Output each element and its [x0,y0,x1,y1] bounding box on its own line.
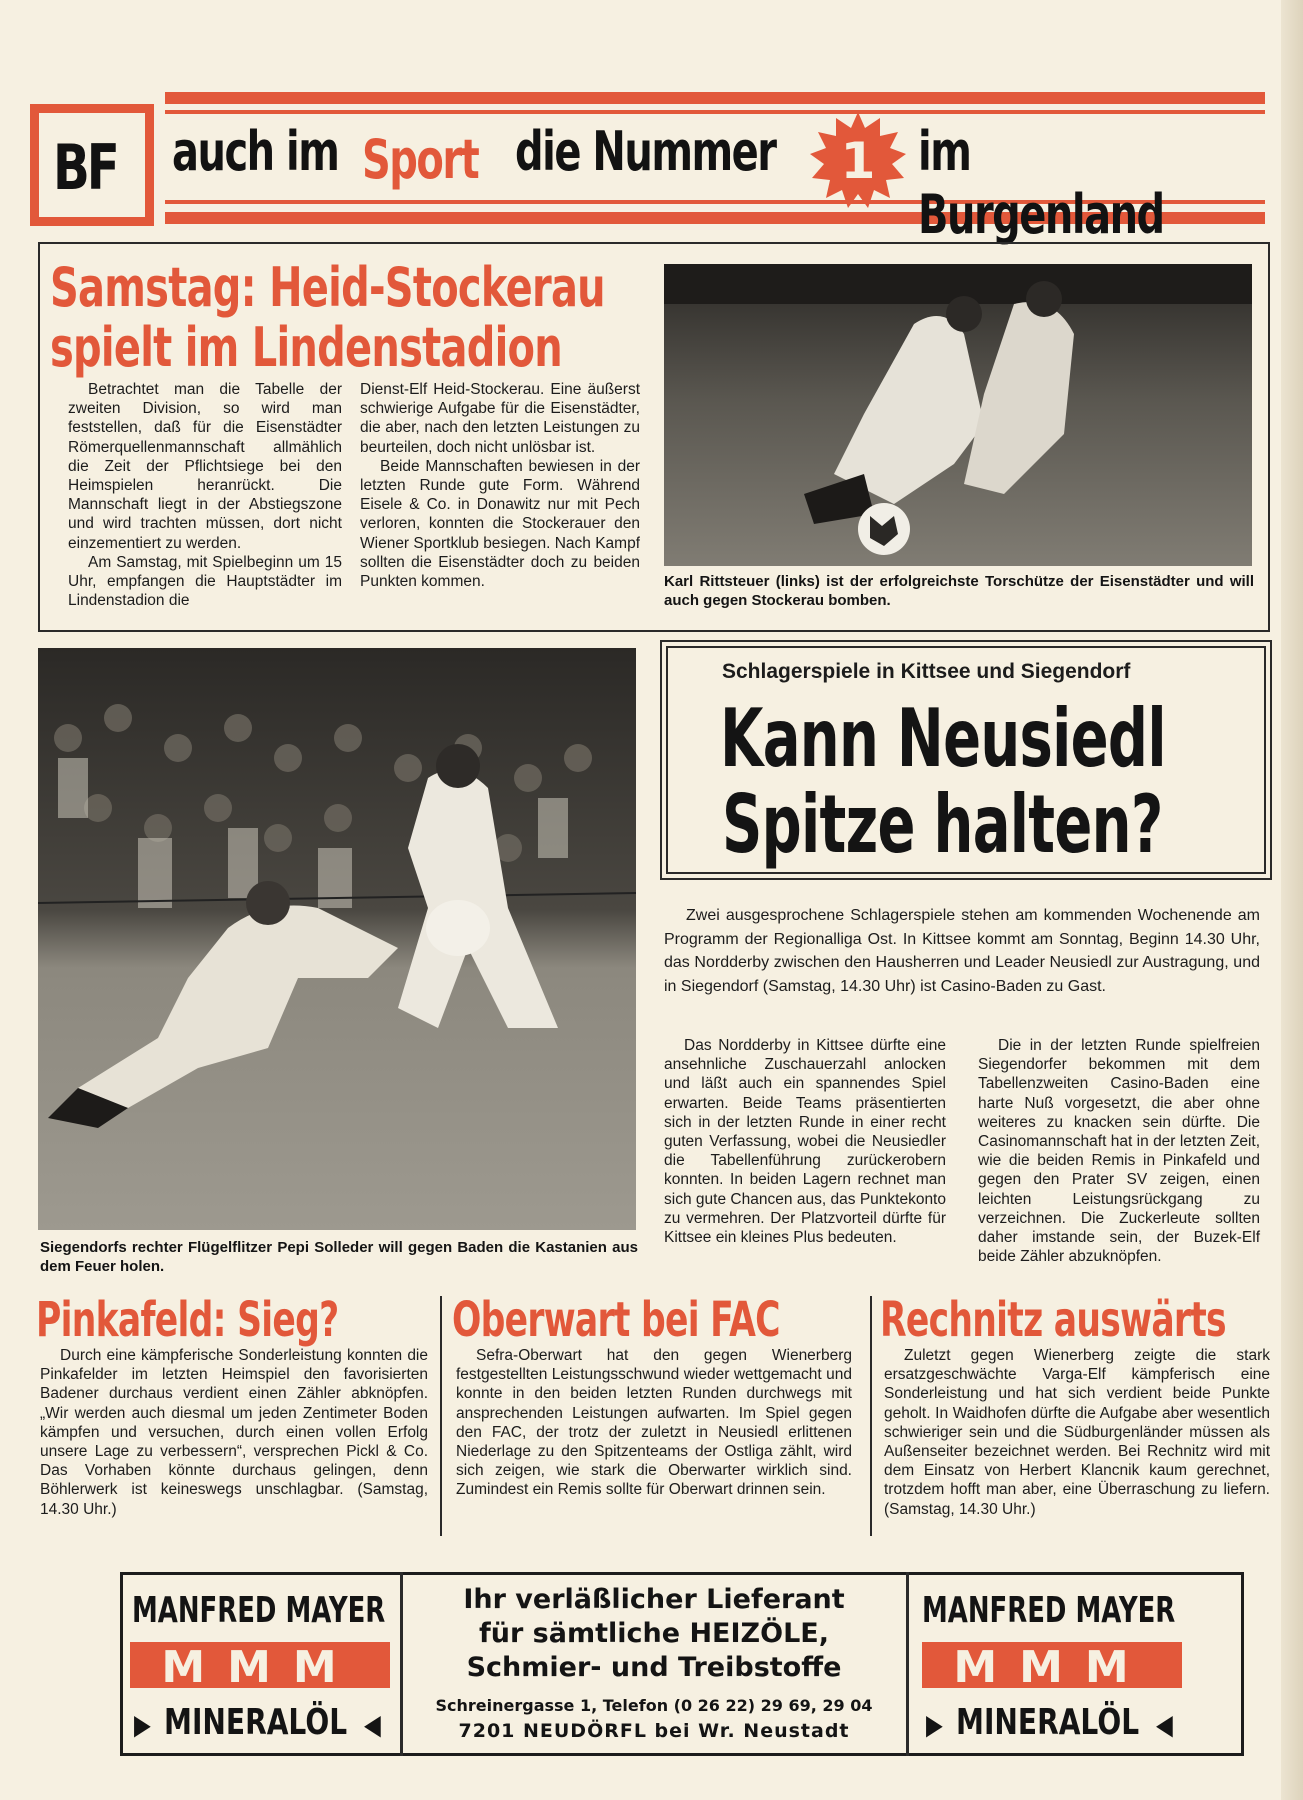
number-one-text: 1 [840,132,876,190]
heid-col2-para2: Beide Mannschaften bewiesen in der letzten Runde gute Form. Während Eisele & Co. in Donawitz nur mit Pech verloren, konnten die Stockerauer den Wiener Sportklub besiegen. Nach Kampf sollten die Eisenstädter doch zu beiden Punkten kommen. [360,457,640,591]
photo-solleder-graphic [38,648,636,1230]
neusiedl-column-2: Die in der letzten Runde spielfreien Siegendorfer bekommen mit dem Tabellenzweiten Casino-Baden eine harte Nuß vorgesetzt, die aber ohne weiteres zu knacken sein dürfte. Die Casinomannschaft hat in der letzten Zeit, wie die beiden Remis in Pinkafeld und gegen den Prater SV zeigen, einen leichten Leistungsrückgang zu verzeichnen. Die Zuckerleute sollten daher imstande sein, der Buzek-Elf beide Zähler abzuknöpfen. [978,1037,1260,1266]
masthead-top-bar [165,92,1265,104]
ad-left-arrow-left: ◀ [364,1708,381,1741]
ad-left-arrow-right: ▶ [134,1708,151,1741]
ad-right-mmm-letters: MMM [953,1642,1151,1688]
heid-photo-caption: Karl Rittsteuer (links) ist der erfolgreichste Torschütze der Eisenstädter und will auch gegen Stockerau bomben. [664,573,1254,609]
ad-city: 7201 NEUDÖRFL bei Wr. Neustadt [458,1720,850,1742]
masthead-text-die-nummer: die Nummer [515,120,776,183]
mmm-logo-graphic-left [130,1642,390,1688]
heid-headline-line2: spielt im Lindenstadion [50,316,562,379]
neusiedl-headline-line1: Kann Neusiedl [720,692,1166,785]
heid-column-2 [360,380,640,620]
neusiedl-headline-line2: Spitze halten? [722,778,1163,871]
bf-logo: BF [53,131,117,204]
rechnitz-headline: Rechnitz auswärts [880,1292,1226,1348]
ad-left-company: MANFRED MAYER [132,1590,386,1631]
solleder-photo-caption: Siegendorfs rechter Flügelflitzer Pepi Solleder will gegen Baden die Kastanien aus dem Feuer holen. [40,1239,638,1275]
heid-col2-para1: Dienst-Elf Heid-Stockerau. Eine äußerst schwierige Aufgabe für die Eisenstädter, die aber, nach den letzten Leistungen zu beurteilen, doch nicht unlösbar ist. [360,381,640,456]
heid-col1-para1: Betrachtet man die Tabelle der zweiten Division, so wird man feststellen, daß für die Eisenstädter Römerquellenmannschaft allmählich die Zeit der Pflichtsiege bei den Heimspielen heranrückt. Die Mannschaft liegt in der Abstiegszone und wird trachten müssen, dort nicht einzementiert zu werden. [68,381,342,552]
heid-column-1 [68,380,342,620]
ad-center [404,1578,904,1754]
ad-left-mineraloel: MINERALÖL [164,1702,348,1743]
pinkafeld-headline: Pinkafeld: Sieg? [36,1292,339,1348]
ad-right-arrow-left: ◀ [1156,1708,1173,1741]
heid-col1-para2: Am Samstag, mit Spielbeginn um 15 Uhr, empfangen die Hauptstädter im Lindenstadion die [68,553,342,610]
ad-line-3: Schmier- und Treibstoffe [466,1652,842,1683]
neusiedl-column-1: Das Nordderby in Kittsee dürfte eine ansehnliche Zuschauerzahl anlocken und läßt auch ein spannendes Spiel erwarten. Beide Teams präsentierten sich in der letzten Runde in einer recht guten Verfassung, wobei die Neusiedler die Tabellenführung zurückerobern konnten. In beiden Lagern rechnet man sich gute Chancen aus, das Punktekonto zu vermehren. Der Platzvorteil dürfte für Kittsee ein kleines Plus bedeuten. [664,1037,946,1247]
ad-line-1: Ihr verläßlicher Lieferant [463,1584,845,1615]
ad-line-2: für sämtliche HEIZÖLE, [479,1618,829,1649]
rechnitz-body: Zuletzt gegen Wienerberg zeigte die stark ersatzgeschwächte Varga-Elf kämpferisch eine Sonderleistung und hat sich verdient beide Punkte geholt. In Waidhofen dürfte die Aufgabe aber wesentlich schwieriger sein und die Südburgenländer müssen als Außenseiter bezeichnet werden. Bei Rechnitz wird mit dem Einsatz von Herbert Klancnik kaum gerechnet, trotzdem hofft man aber, eine Überraschung zu liefern. (Samstag, 14.30 Uhr.) [884,1347,1270,1518]
neusiedl-kicker: Schlagerspiele in Kittsee und Siegendorf [722,660,1131,683]
photo-rittsteuer-graphic [664,264,1252,566]
masthead-text-sport: Sport [362,128,479,191]
number-one-starburst [808,110,908,210]
oberwart-headline: Oberwart bei FAC [452,1292,780,1348]
masthead-top-bar-thin [165,110,1265,114]
heid-headline-line1: Samstag: Heid-Stockerau [50,256,605,319]
ad-divider-right [906,1572,909,1756]
neusiedl-lead: Zwei ausgesprochene Schlagerspiele stehen am kommenden Wochenende am Programm der Regionalliga Ost. In Kittsee kommt am Sonntag, Beginn 14.30 Uhr, das Nordderby zwischen den Hausherren und Leader Neusiedl zur Austragung, und in Siegendorf (Samstag, 14.30 Uhr) ist Casino-Baden zu Gast. [664,907,1260,995]
mmm-logo-graphic-right [922,1642,1182,1688]
photo-rittsteuer [664,264,1252,566]
column-rule-1 [440,1296,442,1536]
masthead-text-im-burgenland: im Burgenland [918,120,1164,246]
page-edge [1281,0,1303,1800]
pinkafeld-body: Durch eine kämpferische Sonderleistung konnten die Pinkafelder im letzten Heimspiel den favorisierten Badener durchaus verdient einen Zähler abknöpfen. „Wir werden auch diesmal um jeden Zentimeter Boden kämpfen und versuchen, durch einen vollen Erfolg unsere Lage zu verbessern“, versprechen Pickl & Co. Das Vorhaben könnte durchaus gelingen, denn Böhlerwerk ist keineswegs unschlagbar. (Samstag, 14.30 Uhr.) [40,1347,428,1518]
ad-left-mmm-logo [130,1642,390,1688]
ad-right-mineraloel: MINERALÖL [956,1702,1140,1743]
ad-left-mmm-letters: MMM [161,1642,359,1688]
ad-divider-left [400,1572,403,1756]
ad-right-arrow-right: ▶ [926,1708,943,1741]
ad-right-company: MANFRED MAYER [922,1590,1176,1631]
photo-solleder [38,648,636,1230]
bf-logo-box [30,104,154,226]
oberwart-body: Sefra-Oberwart hat den gegen Wienerberg festgestellten Leistungsschwund wieder wettgemacht und konnte in den beiden letzten Runden durchwegs mit ansprechenden Leistungen aufwarten. Im Spiel gegen den FAC, der trotz der zuletzt in Neusiedl erlittenen Niederlage zu den Spitzenteams der Ostliga zählt, wird sich zeigen, wie stark die Oberwarter wirklich sind. Zumindest ein Remis sollte für Oberwart drinnen sein. [456,1347,852,1499]
ad-address: Schreinergasse 1, Telefon (0 26 22) 29 69, 29 04 [435,1696,873,1715]
ad-right-mmm-logo [922,1642,1182,1688]
column-rule-2 [870,1296,872,1536]
masthead-text-auch-im: auch im [172,120,339,183]
